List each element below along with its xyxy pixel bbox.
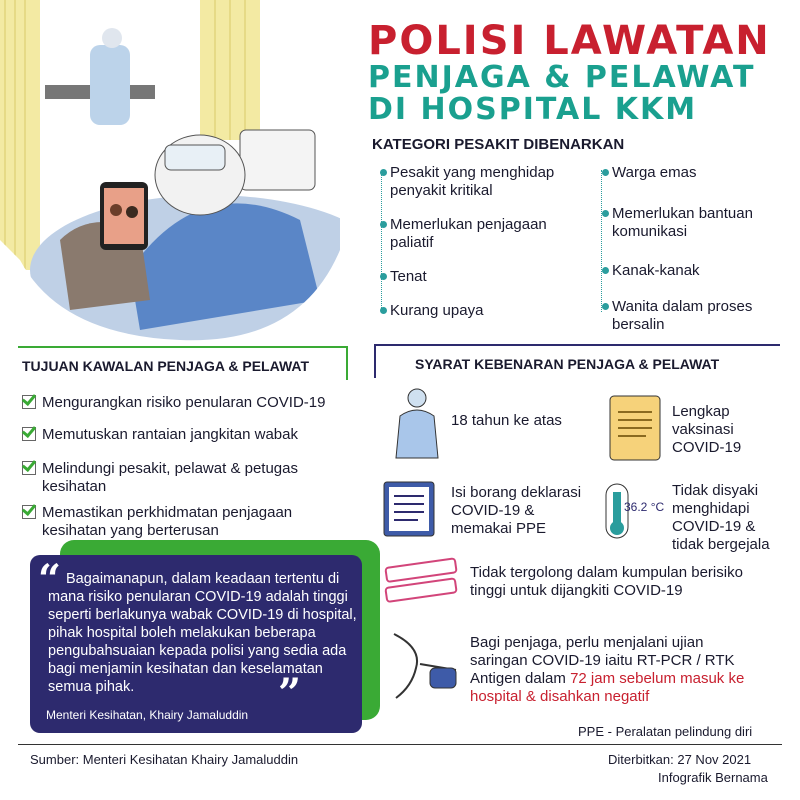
footer-source: Sumber: Menteri Kesihatan Khairy Jamaluddin [30, 752, 299, 767]
footer-credit: Infografik Bernama [658, 770, 768, 785]
goal-item: Melindungi pesakit, pelawat & petugas kesihatan [22, 460, 332, 496]
req-age: 18 tahun ke atas [451, 412, 562, 429]
goal-item: Mengurangkan risiko penularan COVID-19 [22, 394, 332, 412]
req-test: Bagi penjaga, perlu menjalani ujian saringan COVID-19 iaitu RT-PCR / RTK Antigen dalam 72 jam sebelum masuk ke hospital & disahkan negatif [470, 634, 745, 705]
swab-test-icon [386, 628, 462, 704]
category-item: Kanak-kanak [612, 262, 782, 280]
goal-item: Memutuskan rantaian jangkitan wabak [22, 426, 332, 444]
category-item: Memerlukan penjagaan paliatif [390, 216, 590, 252]
risk-ticket-icon [382, 555, 462, 607]
quote-text: Bagaimanapun, dalam keadaan tertentu di mana risiko penularan COVID-19 adalah tinggi seperti berlakunya wabak COVID-19 di hospital, pihak hospital boleh melakukan beberapa pengubahsuaian kepada polisi yang sedia ada bagi menjamin kesihatan dan keselamatan semua pihak. [48, 571, 357, 695]
close-quote-icon: ” [278, 670, 302, 717]
category-item: Pesakit yang menghidap penyakit kritikal [390, 164, 590, 200]
req-form: Isi borang deklarasi COVID-19 & memakai PPE [451, 484, 582, 537]
category-divider-left [381, 170, 382, 312]
footer-divider [18, 744, 782, 745]
req-risk: Tidak tergolong dalam kumpulan berisiko tinggi untuk dijangkiti COVID-19 [470, 564, 743, 599]
quote-author: Menteri Kesihatan, Khairy Jamaluddin [46, 708, 249, 722]
title-line-3: DI HOSPITAL KKM [368, 92, 698, 127]
doctor-figure [90, 45, 130, 125]
category-item: Wanita dalam proses bersalin [612, 298, 782, 334]
req-test-highlight: 72 jam sebelum masuk ke hospital & disahkan negatif [470, 670, 745, 705]
category-item: Tenat [390, 268, 590, 286]
req-symptoms: Tidak disyaki menghidapi COVID-19 & tidak bergejala [672, 482, 770, 553]
person-ppe-icon [392, 386, 442, 460]
hospital-illustration [0, 0, 360, 345]
goals-heading: TUJUAN KAWALAN PENJAGA & PELAWAT [22, 358, 310, 374]
form-clipboard-icon [378, 478, 446, 540]
category-item: Memerlukan bantuan komunikasi [612, 205, 782, 241]
goal-item: Memastikan perkhidmatan penjagaan kesihatan yang berterusan [22, 504, 332, 540]
thermometer-icon [604, 482, 674, 546]
req-vaccine: Lengkap vaksinasi COVID-19 [672, 403, 742, 456]
category-item: Warga emas [612, 164, 782, 182]
open-quote-icon: “ [38, 556, 62, 603]
checkbox-icon [22, 505, 36, 519]
checkbox-icon [22, 395, 36, 409]
category-divider-right [601, 170, 602, 312]
checkbox-icon [22, 427, 36, 441]
footer-published: Diterbitkan: 27 Nov 2021 [608, 752, 752, 767]
vaccine-certificate-icon [606, 392, 664, 464]
title-line-1: POLISI LAWATAN [368, 18, 771, 64]
thermometer-reading: 36.2 °C [624, 500, 665, 514]
requirements-heading: SYARAT KEBENARAN PENJAGA & PELAWAT [415, 356, 720, 372]
categories-heading: KATEGORI PESAKIT DIBENARKAN [372, 136, 625, 153]
ppe-note: PPE - Peralatan pelindung diri [578, 724, 753, 739]
category-item: Kurang upaya [390, 302, 590, 320]
curtain-left [0, 0, 40, 270]
checkbox-icon [22, 461, 36, 475]
title-line-2: PENJAGA & PELAWAT [368, 60, 756, 95]
